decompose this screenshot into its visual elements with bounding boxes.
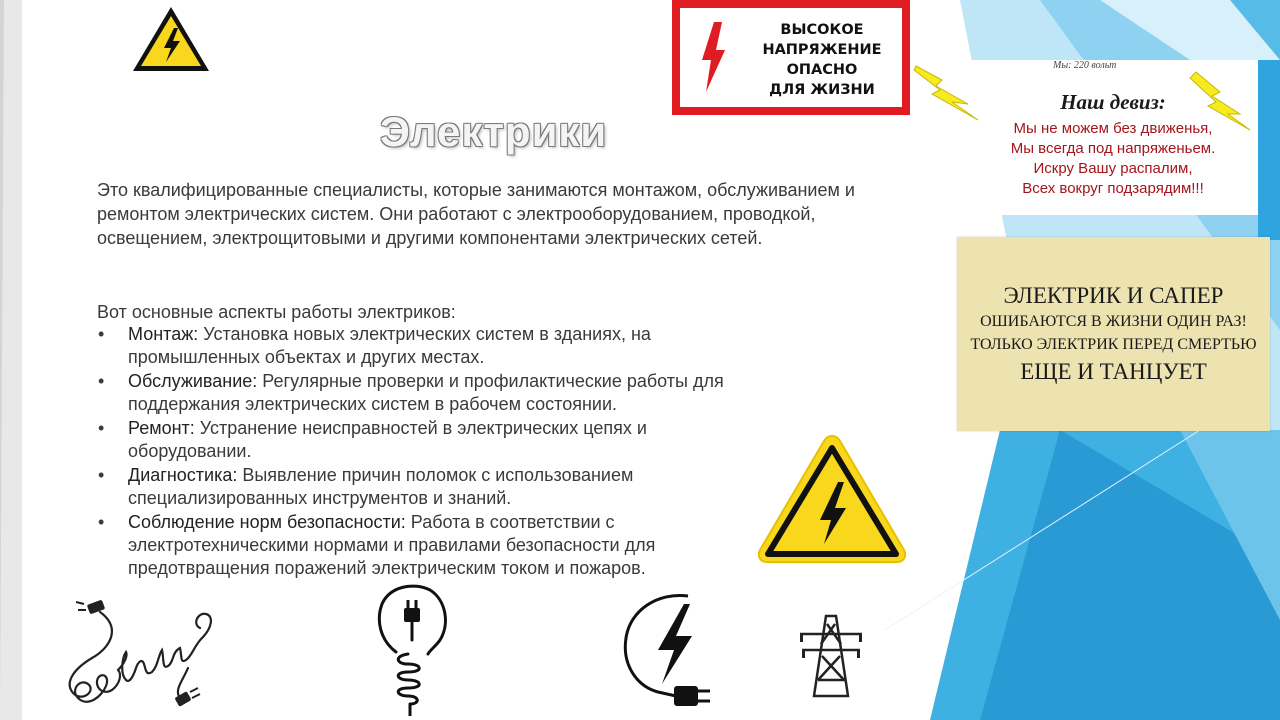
danger-line: НАПРЯЖЕНИЕ — [762, 42, 882, 58]
aspect-term: Обслуживание: — [128, 371, 258, 391]
aspects-intro: Вот основные аспекты работы электриков: — [97, 302, 456, 322]
list-item — [97, 464, 757, 510]
lightning-bolt-icon — [912, 58, 984, 124]
joke-line: ОШИБАЮТСЯ В ЖИЗНИ ОДИН РАЗ! — [980, 313, 1247, 330]
motto-line: Мы всегда под напряженьем. — [1010, 140, 1216, 157]
joke-line: ТОЛЬКО ЭЛЕКТРИК ПЕРЕД СМЕРТЬЮ — [970, 336, 1257, 353]
list-item — [97, 370, 757, 416]
aspect-text: Выявление причин поломок с использованием специализированных инструментов и знаний. — [128, 465, 634, 508]
aspect-term: Монтаж: — [128, 324, 199, 344]
aspect-text: Работа в соответствии с электротехническими нормами и правилами безопасности для предотвращения поражений электрическим током и пожаров. — [128, 512, 656, 578]
list-item — [97, 511, 757, 580]
motto-line: Всех вокруг подзарядим!!! — [1022, 180, 1204, 197]
list-item — [97, 323, 757, 369]
motto-top-text: Мы: 220 вольт — [1053, 60, 1117, 71]
aspect-term: Ремонт: — [128, 418, 195, 438]
warning-triangle-icon — [756, 432, 908, 566]
warning-triangle-icon — [130, 4, 212, 74]
bolt-plug-circle-icon — [618, 588, 728, 716]
high-voltage-sign — [672, 0, 910, 115]
aspect-text: Установка новых электрических систем в зданиях, на промышленных объектах и других местах. — [128, 324, 651, 367]
list-item — [97, 417, 757, 463]
aspect-text: Регулярные проверки и профилактические работы для поддержания электрических систем в рабочем состоянии. — [128, 371, 724, 414]
lightbulb-plug-icon — [374, 580, 450, 718]
motto-line: Искру Вашу распалим, — [1033, 160, 1193, 177]
power-tower-icon — [796, 614, 866, 698]
danger-line: ДЛЯ ЖИЗНИ — [769, 82, 875, 98]
danger-line: ВЫСОКОЕ — [780, 22, 864, 38]
motto-line: Мы не можем без движенья, — [1013, 120, 1213, 137]
motto-heading: Наш девиз: — [1060, 90, 1166, 114]
electric-cord-icon — [62, 598, 218, 716]
joke-line: ЭЛЕКТРИК И САПЕР — [1003, 283, 1224, 308]
page-title: Электрики — [380, 108, 608, 155]
aspect-term: Соблюдение норм безопасности: — [128, 512, 406, 532]
aspects-list — [97, 323, 757, 581]
danger-line: ОПАСНО — [786, 62, 858, 78]
joke-card — [957, 237, 1270, 431]
lightning-bolt-icon — [1186, 70, 1252, 132]
joke-line: ЕЩЕ И ТАНЦУЕТ — [1020, 359, 1207, 384]
lightning-bolt-icon — [698, 22, 728, 92]
aspect-text: Устранение неисправностей в электрических цепях и оборудовании. — [128, 418, 647, 461]
intro-text: Это квалифицированные специалисты, которые занимаются монтажом, обслуживанием и ремонтом электрических систем. Они работают с электрооборудованием, проводкой, освещением, электрощитовыми и другими компонентами электрических сетей. — [97, 180, 855, 248]
aspect-term: Диагностика: — [128, 465, 238, 485]
